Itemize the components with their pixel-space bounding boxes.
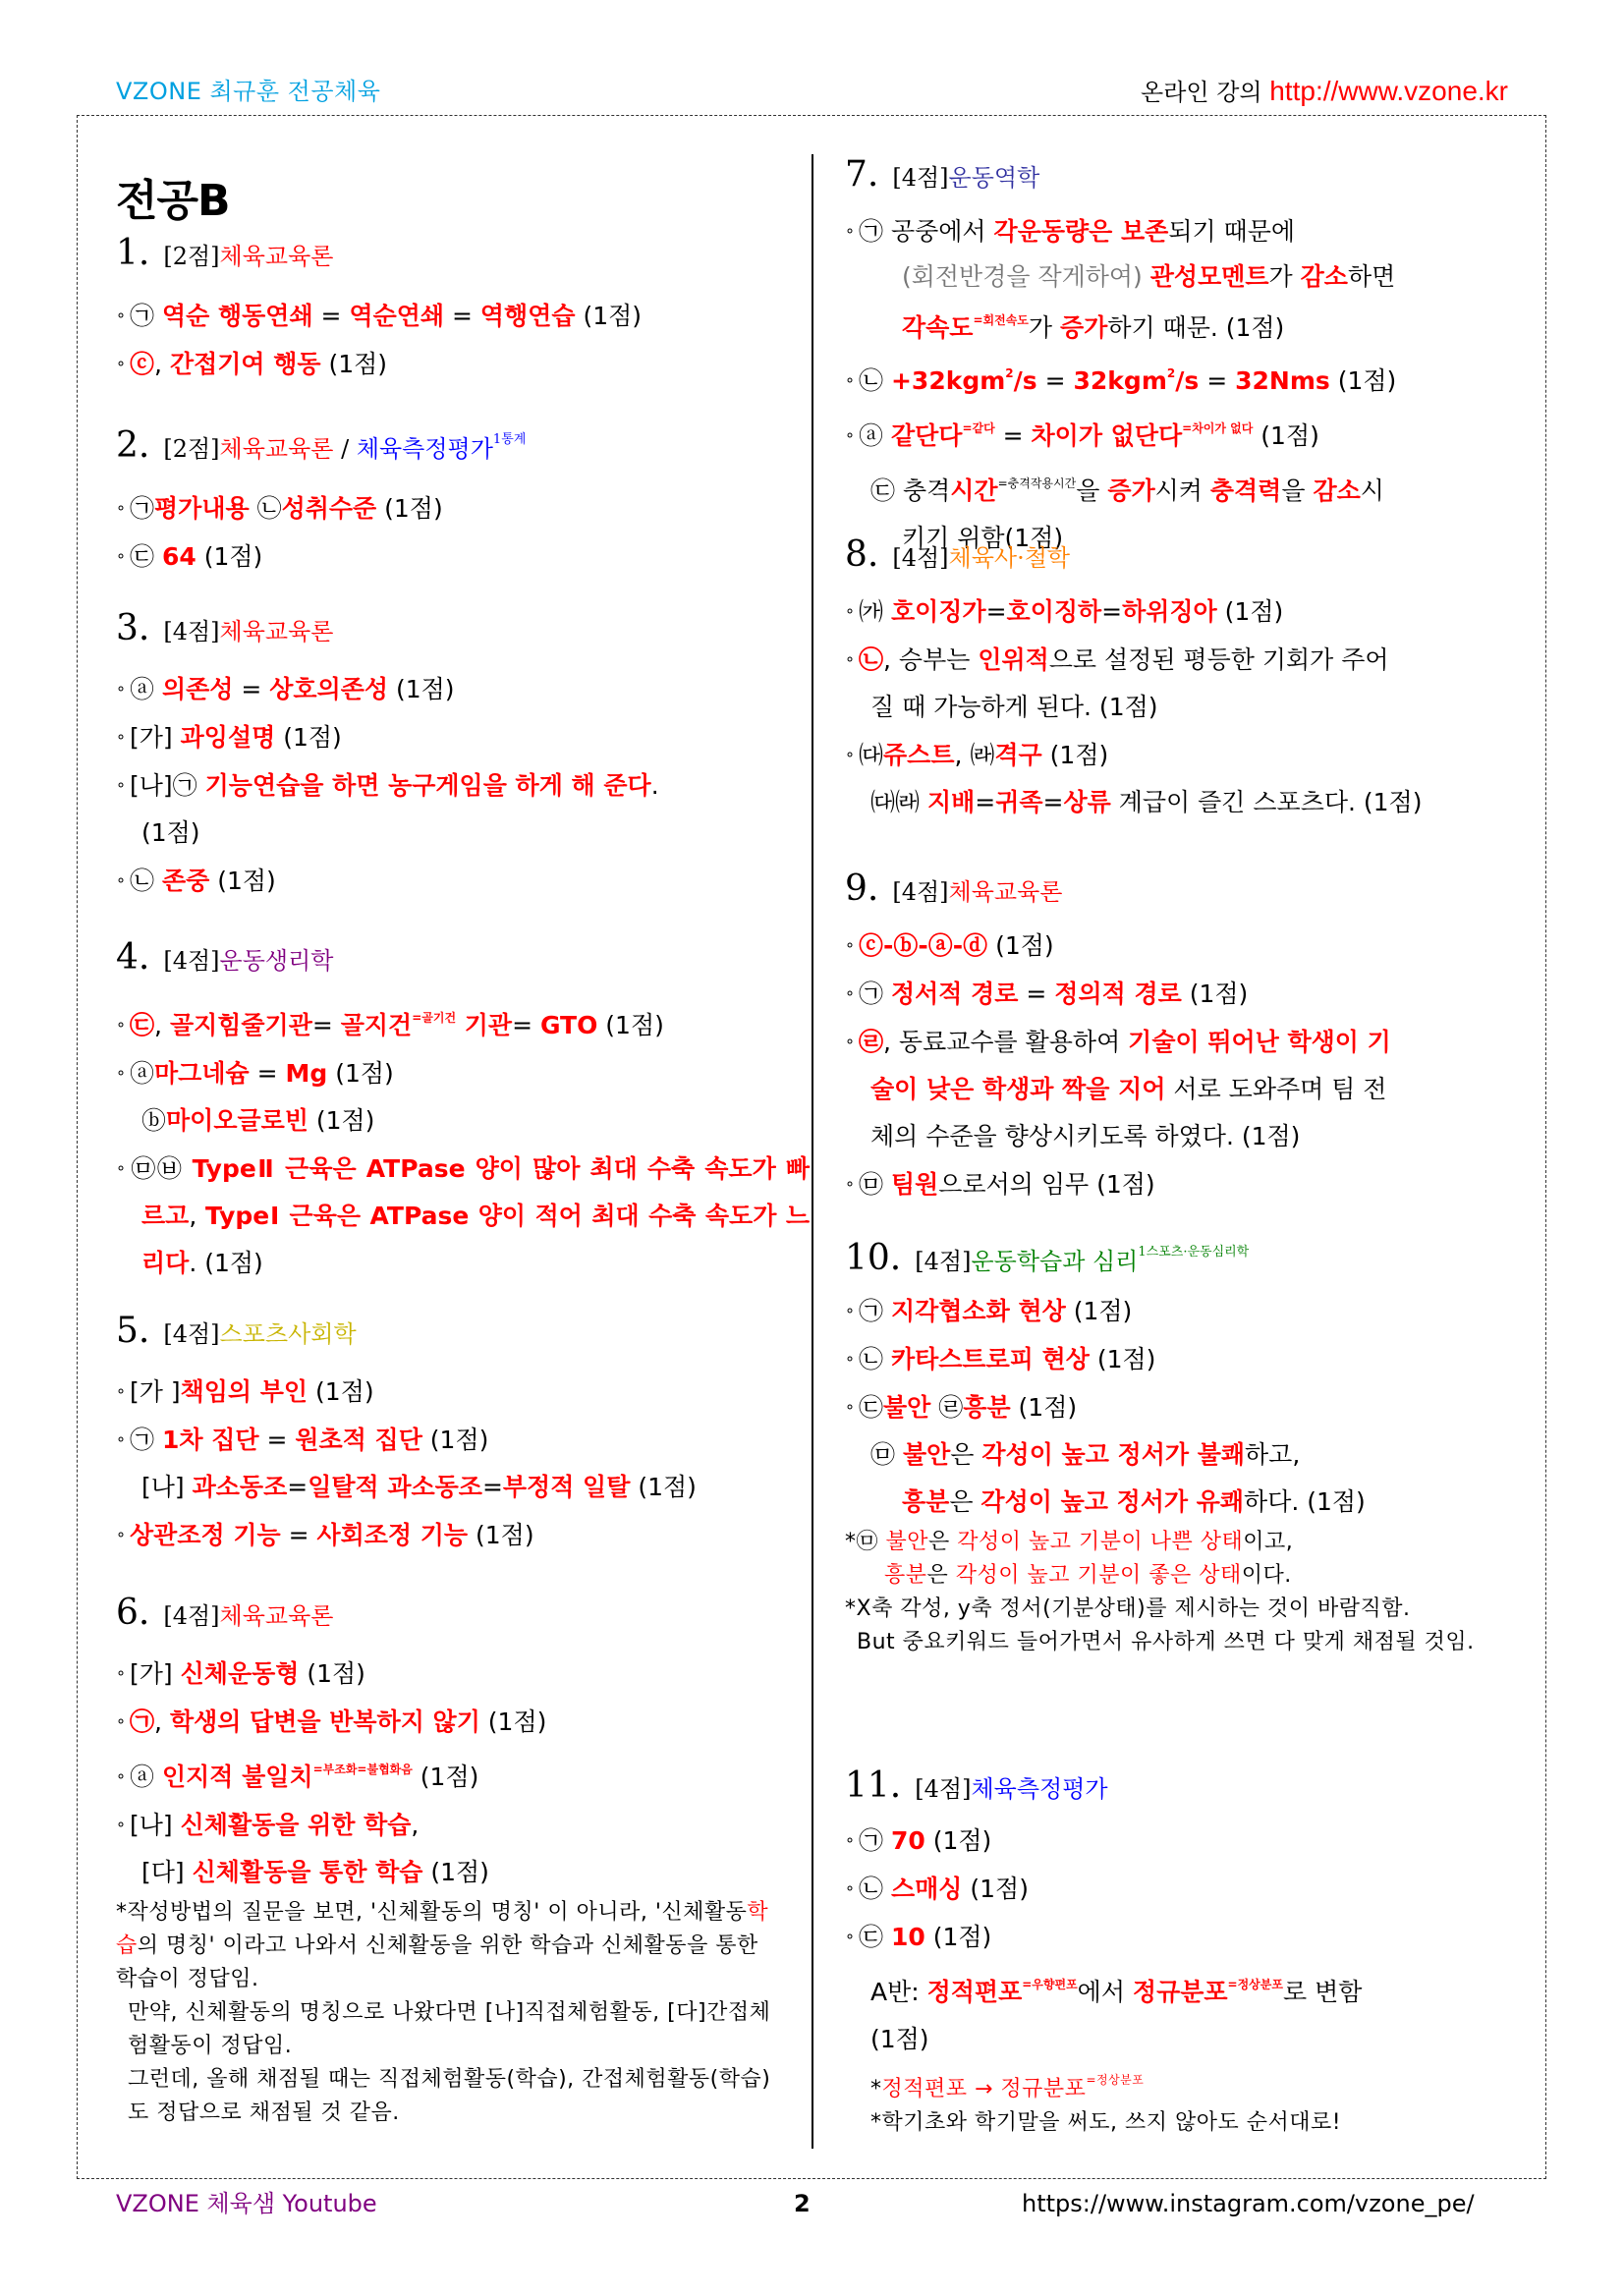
answer-line: ∘ ㉤ 팀원으로서의 임무 (1점) bbox=[845, 1170, 1155, 1199]
answer-line: ∘ ⓐ 의존성 = 상호의존성 (1점) bbox=[116, 675, 455, 703]
answer-line: ∘ ⓒ, 간접기여 행동 (1점) bbox=[116, 350, 388, 378]
explanation-note: *정적편포 → 정규분포$^{=정상분포}$ *학기초와 학기말을 써도, 쓰지 않아도 순서대로! bbox=[870, 2073, 1342, 2135]
answer-line: [나] 과소동조=일탈적 과소동조=부정적 일탈 (1점) bbox=[141, 1473, 697, 1501]
answer-line: ∘ ㉡ +32kgm$^2$/s = 32kgm$^2$/s = 32Nms (1점) bbox=[845, 366, 1397, 395]
answer-line: A반: 정적편포$^{=우향편포}$에서 정규분포$^{=정상분포}$로 변함 bbox=[870, 1978, 1363, 2006]
footer-instagram-link[interactable]: https://www.instagram.com/vzone_pe/ bbox=[1022, 2190, 1475, 2217]
answer-line: ∘ ㉣, 동료교수를 활용하여 기술이 뛰어난 학생이 기 bbox=[845, 1028, 1391, 1056]
question-5 bbox=[116, 1312, 794, 1559]
question-header bbox=[116, 234, 794, 276]
question-subject: 체육교육론 bbox=[219, 243, 334, 270]
answer-line: ∘ ⓐ 인지적 불일치$^{=부조화=불협화음}$ (1점) bbox=[116, 1763, 479, 1791]
explanation-note: *작성방법의 질문을 보면, '신체활동의 명칭' 이 아니라, '신체활동학습의 명칭' 이라고 나와서 신체활동을 위한 학습과 신체활동을 통한 학습이 정답임. 만약, 신체활동의 명칭으로 나왔다면 [나]직접체험활동, [다]간접체험활동이 정답임. 그런데, 올해 채점될 때는 직접체험활동(학습), 간접체험활동(학습)도 정답으로 채점될 것 같음. bbox=[116, 1900, 771, 2125]
answer-line: ∘ [나] 신체활동을 위한 학습, bbox=[116, 1811, 420, 1839]
answer-line: 체의 수준을 향상시키도록 하였다. (1점) bbox=[870, 1122, 1301, 1150]
question-points: [2점] bbox=[163, 243, 220, 270]
bullet-icon: ∘ bbox=[116, 306, 127, 324]
answer-line: (1점) bbox=[141, 818, 200, 847]
question-4 bbox=[116, 937, 810, 1287]
question-header: 3. [4점]체육교육론 bbox=[116, 608, 334, 648]
page-number: 2 bbox=[794, 2190, 811, 2217]
header-online-lecture bbox=[1141, 77, 1508, 107]
question-6 bbox=[116, 1594, 794, 2130]
question-11 bbox=[845, 1766, 1523, 2140]
answer-line: 흥분은 각성이 높고 정서가 유쾌하다. (1점) bbox=[902, 1487, 1366, 1516]
answer-line: ∘ ㈎ 호이징가=호이징하=하위징아 (1점) bbox=[845, 597, 1284, 626]
answer-line: ∘ ⓒ-ⓑ-ⓐ-ⓓ (1점) bbox=[845, 931, 1054, 960]
question-header: 6. [4점]체육교육론 bbox=[116, 1593, 334, 1633]
answer-line: ∘ ㉠평가내용 ㉡성취수준 (1점) bbox=[116, 494, 443, 523]
page-title: 전공B bbox=[116, 176, 230, 226]
answer-line: 술이 낮은 학생과 짝을 지어 서로 도와주며 팀 전 bbox=[870, 1075, 1387, 1103]
answer-line: ∘ ㉠ 지각협소화 현상 (1점) bbox=[845, 1297, 1133, 1325]
answer-line: ∘ ㉡, 승부는 인위적으로 설정된 평등한 기회가 주어 bbox=[845, 645, 1389, 674]
question-header: 2. [2점]체육교육론 / 체육측정평가$^{1통계}$ bbox=[116, 425, 527, 466]
bullet-icon: ∘ bbox=[116, 354, 127, 372]
answer-line: ∘ ㉡ 존중 (1점) bbox=[116, 867, 276, 895]
question-9 bbox=[845, 869, 1523, 1208]
answer-line: ∘ ㉠ 1차 집단 = 원초적 집단 (1점) bbox=[116, 1426, 489, 1454]
question-2 bbox=[116, 420, 794, 581]
question-number: 1. bbox=[116, 233, 150, 273]
answer-line: [다] 신체활동을 통한 학습 (1점) bbox=[141, 1858, 489, 1886]
question-header: 11. [4점]체육측정평가 bbox=[845, 1765, 1108, 1806]
question-3 bbox=[116, 609, 794, 905]
answer-line: ∘ ⓐ마그네슘 = Mg (1점) bbox=[116, 1059, 394, 1088]
answer-line: ∘ ⓐ 같단다$^{=같다}$ = 차이가 없단다$^{=차이가 없다}$ (1점) bbox=[845, 421, 1319, 450]
footer-youtube-link[interactable]: VZONE 체육샘 Youtube bbox=[116, 2190, 377, 2217]
answer-line: ∘ ㉠ 정서적 경로 = 정의적 경로 (1점) bbox=[845, 980, 1249, 1008]
answer-line: ∘ [가 ]책임의 부인 (1점) bbox=[116, 1377, 374, 1406]
question-1 bbox=[116, 234, 794, 388]
question-header: 5. [4점]스포츠사회학 bbox=[116, 1311, 357, 1351]
answer-line: 각속도$^{=회전속도}$가 증가하기 때문. (1점) bbox=[902, 313, 1285, 342]
answer-line: ∘ ㉡ 카타스트로피 현상 (1점) bbox=[845, 1345, 1156, 1373]
answer-line: ∘ ㉠ 공중에서 각운동량은 보존되기 때문에 bbox=[845, 217, 1296, 246]
question-header: 8. [4점]체육사·철학 bbox=[845, 534, 1071, 575]
answer-line: ㉢ 충격시간$^{=충격작용시간}$을 증가시켜 충격력을 감소시 bbox=[870, 476, 1384, 505]
answer-line: ∘ ㉡ 스매싱 (1점) bbox=[845, 1875, 1029, 1903]
question-header: 7. [4점]운동역학 bbox=[845, 154, 1040, 195]
header-label: 온라인 강의 bbox=[1141, 79, 1262, 106]
answer-line: ∘ ㉢, 골지힘줄기관= 골지건$^{=골기건}$ 기관= GTO (1점) bbox=[116, 1011, 664, 1039]
question-8 bbox=[845, 535, 1523, 826]
answer-line: (1점) bbox=[870, 2025, 929, 2053]
answer-line: ∘ ㉢ 64 (1점) bbox=[116, 542, 263, 571]
answer-line: (회전반경을 작게하여) 관성모멘트가 감소하면 bbox=[902, 262, 1396, 291]
answer-line: ㈐㈑ 지배=귀족=상류 계급이 즐긴 스포츠다. (1점) bbox=[870, 788, 1423, 816]
answer-line: ∘ ㈐쥬스트, ㈑격구 (1점) bbox=[845, 741, 1109, 769]
question-header: 10. [4점]운동학습과 심리$^{1스포츠\cdot 운동심리학}$ bbox=[845, 1238, 1250, 1278]
answer-line: ∘ ㉢불안 ㉣흥분 (1점) bbox=[845, 1393, 1078, 1422]
answer-line: ∘ ㉠ 70 (1점) bbox=[845, 1826, 992, 1855]
answer-line: ∘ ㉠, 학생의 답변을 반복하지 않기 (1점) bbox=[116, 1708, 547, 1736]
explanation-note: *㉤ 불안은 각성이 높고 기분이 나쁜 상태이고, 흥분은 각성이 높고 기분이 좋은 상태이다. *X축 각성, y축 정서(기분상태)를 제시하는 것이 바람직함. But 중요키워드 들어가면서 유사하게 쓰면 다 맞게 채점될 것임. bbox=[845, 1530, 1475, 1654]
answer-line: ∘ 상관조정 기능 = 사회조정 기능 (1점) bbox=[116, 1521, 534, 1549]
question-10 bbox=[845, 1233, 1523, 1659]
header-url-link[interactable]: http://www.vzone.kr bbox=[1269, 76, 1508, 106]
answer-line: ∘ ㉢ 10 (1점) bbox=[845, 1923, 992, 1951]
answer-line: 키기 위함(1점) bbox=[902, 524, 1064, 552]
question-header: 9. [4점]체육교육론 bbox=[845, 868, 1063, 909]
answer-line: ∘ [가] 과잉설명 (1점) bbox=[116, 723, 342, 752]
column-divider bbox=[812, 154, 813, 2149]
answer-line: ∘ [나]㉠ 기능연습을 하면 농구게임을 하게 해 준다. bbox=[116, 771, 659, 800]
question-header: 4. [4점]운동생리학 bbox=[116, 937, 334, 978]
answer-line: ⓑ마이오글로빈 (1점) bbox=[141, 1106, 375, 1135]
question-7 bbox=[845, 155, 1523, 562]
answer-line: ∘ [가] 신체운동형 (1점) bbox=[116, 1659, 365, 1688]
answer-line: ∘ ㉤㉥ TypeⅡ 근육은 ATPase 양이 많아 최대 수축 속도가 빠르고, TypeⅠ 근육은 ATPase 양이 적어 최대 수축 속도가 느리다. (1점) bbox=[116, 1154, 810, 1277]
answer-line: 질 때 가능하게 된다. (1점) bbox=[870, 693, 1158, 721]
answer-line: ∘ ㉠ 역순 행동연쇄 = 역순연쇄 = 역행연습 (1점) bbox=[116, 302, 643, 330]
header-brand: VZONE 최규훈 전공체육 bbox=[116, 78, 381, 105]
answer-line: ㉤ 불안은 각성이 높고 정서가 불쾌하고, bbox=[870, 1440, 1301, 1469]
